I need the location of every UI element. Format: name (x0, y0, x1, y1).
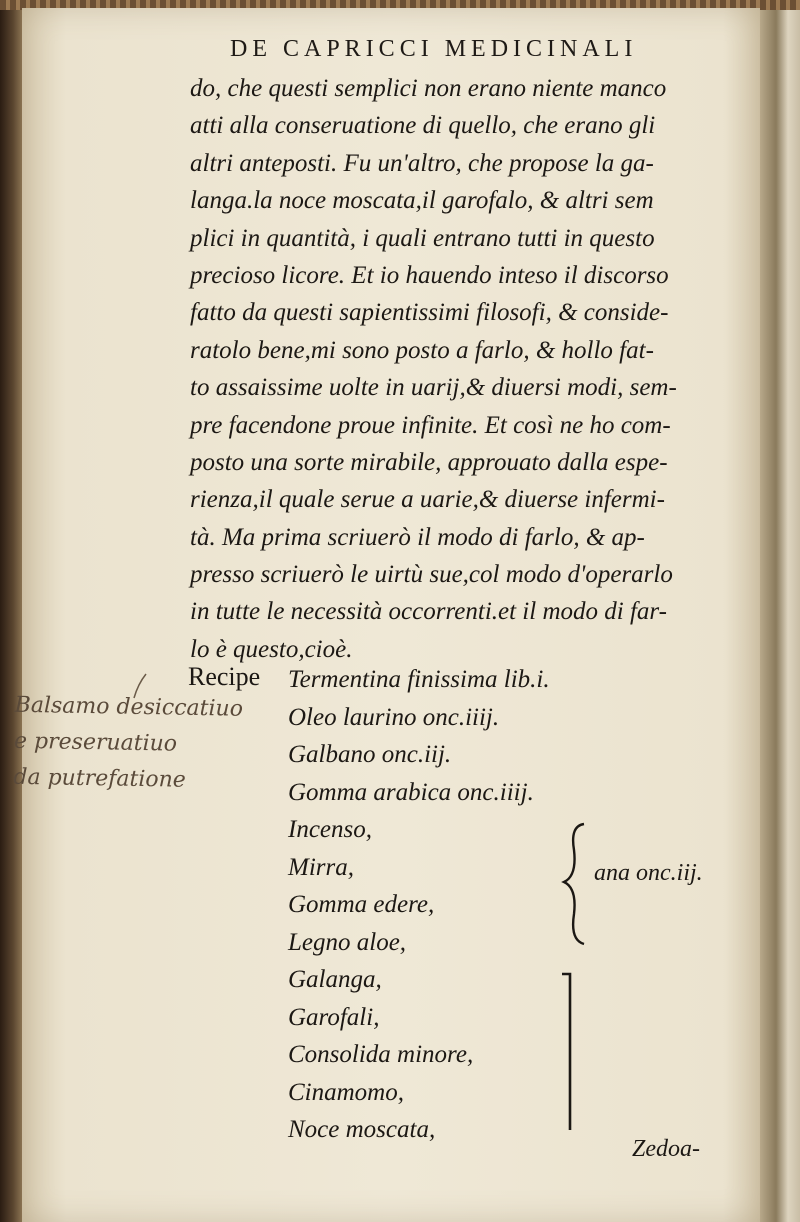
ingredient-item: Consolida minore, (288, 1041, 474, 1068)
text-line: atti alla conseruatione di quello, che erano gli (190, 112, 656, 140)
text-line: ratolo bene,mi sono posto a farlo, & hollo fat- (190, 336, 654, 364)
text-line: do, che questi semplici non erano niente manco (190, 75, 667, 102)
ingredient-item: Noce moscata, (288, 1116, 436, 1143)
text-line: rienza,il quale serue a uarie,& diuerse infermi- (190, 486, 665, 514)
text-line: precioso licore. Et io hauendo inteso il discorso (190, 261, 669, 289)
text-line: pre facendone proue infinite. Et così ne ho com- (190, 411, 671, 439)
text-line: in tutte le necessità occorrenti.et il modo di far- (190, 598, 667, 626)
text-line: tà. Ma prima scriuerò il modo di farlo, & ap- (190, 523, 645, 551)
catchword: Zedoa- (632, 1136, 700, 1162)
ingredient-item: Garofali, (288, 1003, 380, 1031)
curly-brace-icon (560, 820, 594, 950)
text-line: langa.la noce moscata,il garofalo, & altri sem (190, 187, 654, 215)
text-line: altri anteposti. Fu un'altro, che propose la ga- (190, 149, 654, 177)
annotation-line: e preseruatiuo (13, 728, 178, 757)
ingredient-item: Galanga, (288, 966, 382, 993)
annotation-line: da putrefatione (13, 764, 186, 793)
page-stack-edge (760, 0, 800, 1222)
annotation-line: Balsamo desiccatiuo (14, 692, 244, 722)
handwritten-annotation (13, 688, 275, 801)
ingredient-item: Oleo laurino onc.iiij. (288, 703, 500, 731)
text-line: plici in quantità, i quali entrano tutti in questo (190, 224, 655, 252)
ana-dosage-label: ana onc.iij. (594, 860, 703, 886)
ingredient-item: Gomma edere, (288, 891, 435, 918)
ingredient-item: Incenso, (288, 816, 372, 843)
text-line: posto una sorte mirabile, approuato dalla espe- (190, 448, 668, 476)
pen-stroke-mark (130, 672, 150, 702)
text-line: to assaissime uolte in uarij,& diuersi modi, sem- (190, 374, 677, 402)
body-text (190, 70, 760, 668)
text-line: lo è questo,cioè. (190, 635, 353, 663)
text-line: presso scriuerò le uirtù sue,col modo d'operarlo (190, 561, 673, 589)
recipe-label: Recipe (188, 662, 261, 691)
ingredient-item: Gomma arabica onc.iiij. (288, 778, 534, 806)
square-bracket-icon (556, 968, 586, 1136)
ingredient-item: Galbano onc.iij. (288, 741, 452, 768)
ingredient-item: Termentina finissima lib.i. (288, 666, 550, 693)
ingredient-list (288, 661, 588, 1149)
ingredient-item: Legno aloe, (288, 928, 407, 956)
ingredient-item: Cinamomo, (288, 1078, 404, 1106)
ingredient-item: Mirra, (288, 853, 354, 881)
text-line: fatto da questi sapientissimi filosofi, & conside- (190, 299, 669, 327)
book-gutter (0, 0, 22, 1222)
running-head: DE CAPRICCI MEDICINALI (230, 36, 638, 62)
